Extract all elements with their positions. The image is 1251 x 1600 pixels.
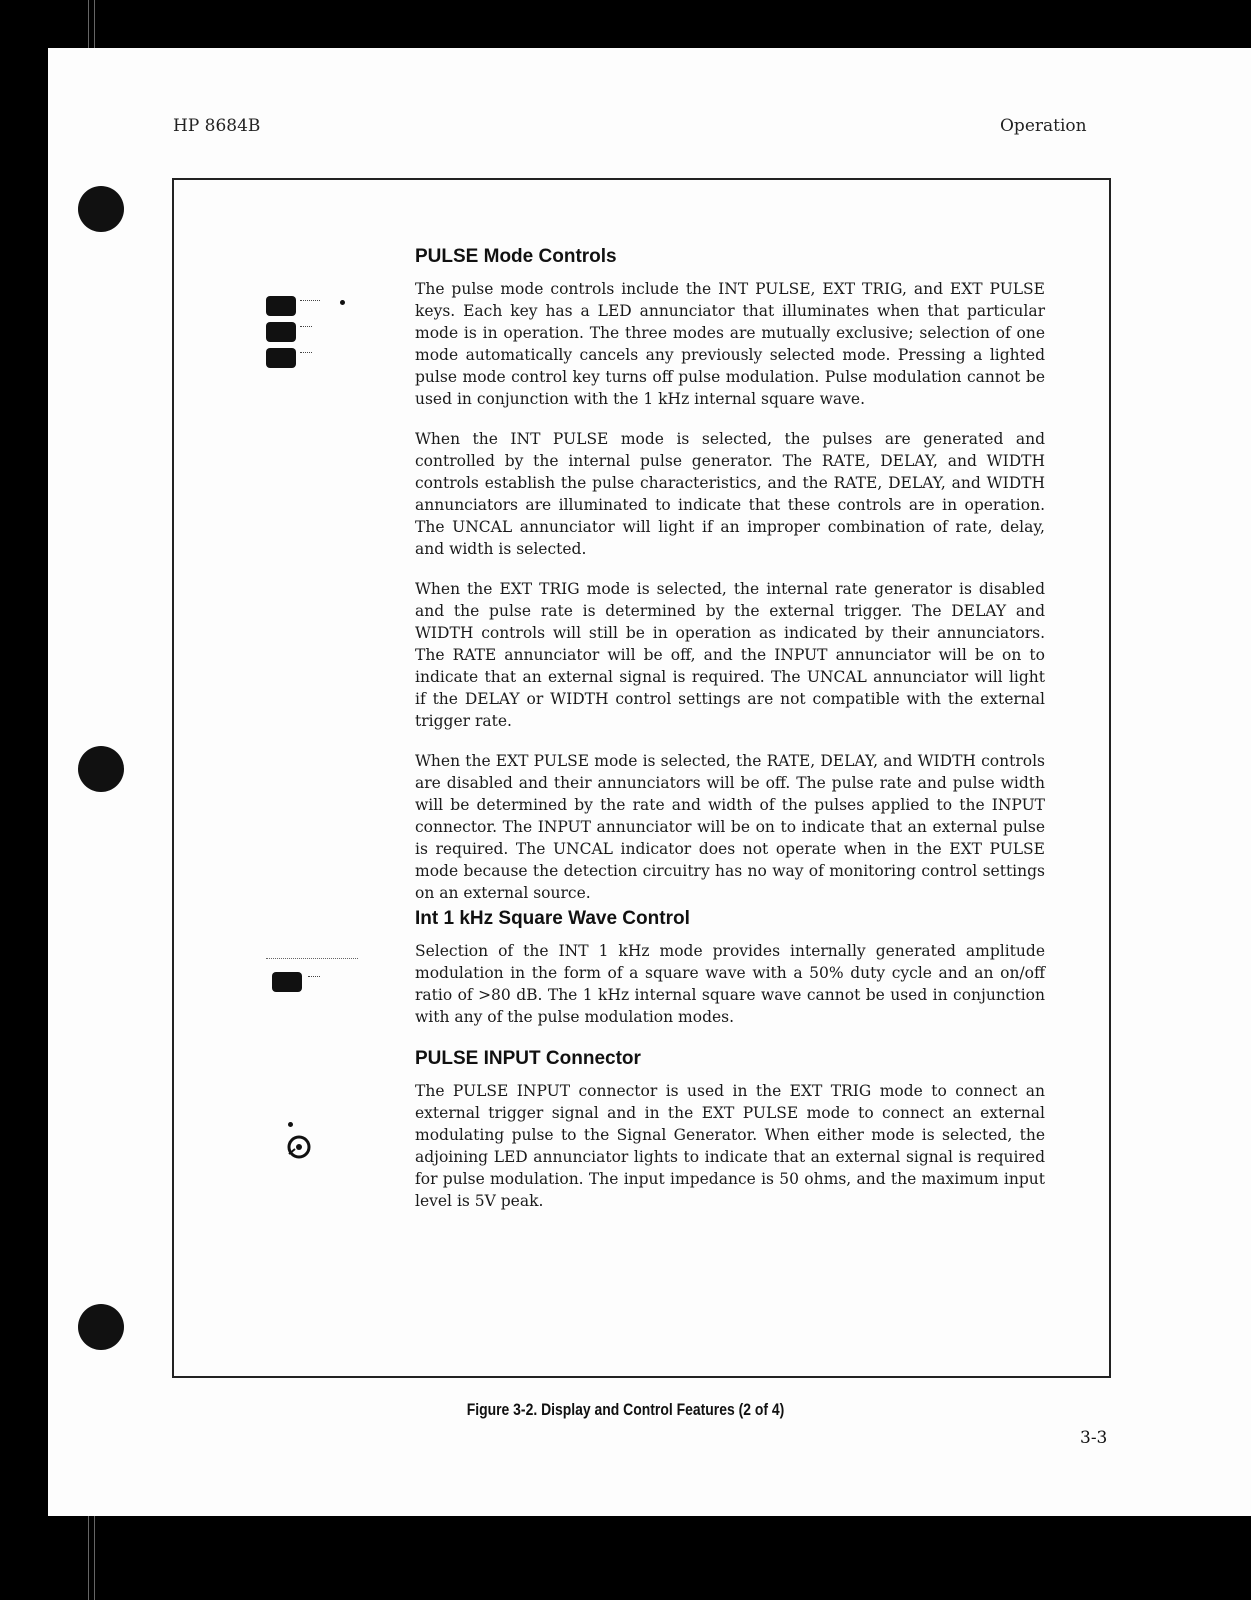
- section-heading: PULSE INPUT Connector: [415, 1048, 641, 1069]
- binder-hole: [78, 186, 124, 232]
- int-1khz-key-icon: [272, 972, 302, 992]
- ext-pulse-key-icon: [266, 348, 296, 368]
- paragraph: The PULSE INPUT connector is used in the EXT TRIG mode to connect an external trigger signal and in the EXT PULSE mode to connect an external modulating pulse to the Signal Generator. When either mode is selected, the adjoining LED annunciator lights to indicate that an external signal is required for pulse modulation. The input impedance is 50 ohms, and the maximum input level is 5V peak.: [415, 1082, 1045, 1210]
- pulse-mode-controls-section: [415, 246, 1045, 922]
- scan-artifact: [94, 0, 95, 48]
- document-page: [48, 48, 1251, 1516]
- key-label-mark: [300, 300, 320, 309]
- section-heading: PULSE Mode Controls: [415, 246, 617, 267]
- int-pulse-key-icon: [266, 296, 296, 316]
- scan-artifact: [88, 0, 89, 48]
- paragraph: Selection of the INT 1 kHz mode provides internally generated amplitude modulation in the form of a square wave with a 50% duty cycle and an on/off ratio of >80 dB. The 1 kHz internal square wave cannot be used in conjunction with any of the pulse modulation modes.: [415, 942, 1045, 1026]
- figure-caption: Figure 3-2. Display and Control Features (2 of 4): [466, 1400, 785, 1419]
- input-led-icon: [288, 1122, 293, 1127]
- section-heading: Int 1 kHz Square Wave Control: [415, 908, 690, 929]
- page-number: 3-3: [1080, 1428, 1108, 1448]
- scan-artifact: [94, 1516, 95, 1600]
- uncal-led-icon: [340, 300, 345, 305]
- paragraph: When the INT PULSE mode is selected, the pulses are generated and controlled by the internal pulse generator. The RATE, DELAY, and WIDTH controls establish the pulse characteristics, and the RATE, DELAY, and WIDTH annunciators are illuminated to indicate that these controls are in operation. The UNCAL annunciator will light if an improper combination of rate, delay, and width is selected.: [415, 430, 1045, 558]
- binder-hole: [78, 1304, 124, 1350]
- square-wave-section: [415, 908, 1045, 1046]
- key-label-mark: [300, 352, 312, 361]
- header-model: HP 8684B: [173, 116, 261, 136]
- key-label-mark: [300, 326, 312, 335]
- key-label-mark: [266, 958, 358, 959]
- ext-trig-key-icon: [266, 322, 296, 342]
- scan-artifact: [88, 1516, 89, 1600]
- paragraph: When the EXT PULSE mode is selected, the RATE, DELAY, and WIDTH controls are disabled and their annunciators will be off. The pulse rate and pulse width will be determined by the rate and width of the pulses applied to the INPUT connector. The INPUT annunciator will be on to indicate that an external pulse is required. The UNCAL indicator does not operate when in the EXT PULSE mode because the detection circuitry has no way of monitoring control settings on an external source.: [415, 752, 1045, 902]
- paragraph: When the EXT TRIG mode is selected, the internal rate generator is disabled and the pulse rate is determined by the external trigger. The DELAY and WIDTH controls will still be in operation as indicated by their annunciators. The RATE annunciator will be off, and the INPUT annunciator will be on to indicate that an external signal is required. The UNCAL annunciator will light if the DELAY or WIDTH control settings are not compatible with the external trigger rate.: [415, 580, 1045, 730]
- header-section: Operation: [1000, 116, 1087, 136]
- key-label-mark: [308, 976, 320, 977]
- bnc-connector-icon: [286, 1134, 312, 1160]
- binder-hole: [78, 746, 124, 792]
- pulse-input-section: [415, 1048, 1045, 1230]
- paragraph: The pulse mode controls include the INT PULSE, EXT TRIG, and EXT PULSE keys. Each key has a LED annunciator that illuminates when that particular mode is in operation. The three modes are mutually exclusive; selection of one mode automatically cancels any previously selected mode. Pressing a lighted pulse mode control key turns off pulse modulation. Pulse modulation cannot be used in conjunction with the 1 kHz internal square wave.: [415, 280, 1045, 408]
